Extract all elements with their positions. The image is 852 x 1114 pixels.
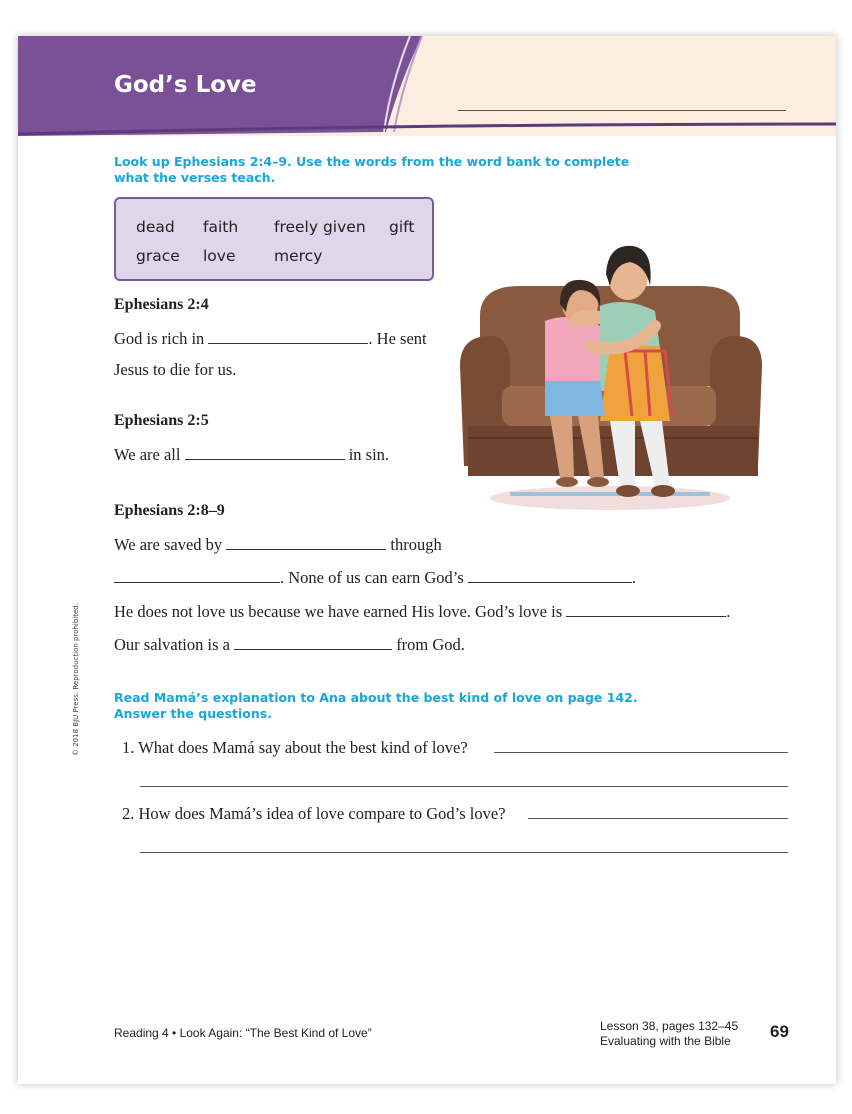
instructions-2-line2: Answer the questions. — [114, 706, 272, 721]
section-heading-eph-2-4: Ephesians 2:4 — [114, 296, 209, 313]
page-title: God’s Love — [114, 72, 257, 98]
page-number: 69 — [770, 1022, 789, 1041]
illustration-mother-daughter-sofa — [450, 216, 770, 516]
text-segment: from God. — [396, 635, 465, 654]
eph-2-4-line-1 — [114, 329, 427, 349]
text-segment: in sin. — [348, 445, 390, 464]
eph-2-5-line-1 — [114, 445, 389, 465]
text-segment: God is rich in — [114, 329, 205, 348]
word-bank-item: faith — [203, 218, 239, 236]
question-2 — [122, 804, 506, 824]
blank-answer[interactable] — [468, 568, 632, 583]
footer-subtitle: Evaluating with the Bible — [600, 1034, 731, 1048]
answer-line[interactable] — [494, 752, 788, 753]
name-line[interactable] — [458, 110, 786, 111]
question-number: 2. — [122, 804, 135, 823]
word-bank-item: dead — [136, 218, 175, 236]
blank-answer[interactable] — [208, 329, 368, 344]
section-heading-eph-2-5: Ephesians 2:5 — [114, 412, 209, 429]
answer-line[interactable] — [140, 852, 788, 853]
footer-right — [600, 1019, 738, 1049]
question-1 — [122, 738, 468, 758]
word-bank-item: mercy — [274, 247, 323, 265]
worksheet-page — [18, 36, 836, 1084]
eph-2-4-line-2: Jesus to die for us. — [114, 360, 237, 379]
blank-answer[interactable] — [114, 568, 280, 583]
text-segment: We are saved by — [114, 535, 223, 554]
blank-answer[interactable] — [234, 635, 392, 650]
instructions-1-line2: what the verses teach. — [114, 170, 276, 185]
eph-2-8-9-line-4 — [114, 635, 465, 655]
instructions-1 — [114, 154, 629, 186]
blank-answer[interactable] — [185, 445, 345, 460]
instructions-1-line1: Look up Ephesians 2:4–9. Use the words from the word bank to complete — [114, 154, 630, 169]
blank-answer[interactable] — [226, 535, 386, 550]
question-number: 1. — [122, 738, 135, 757]
word-bank-item: freely given — [274, 218, 366, 236]
word-bank-item: love — [203, 247, 236, 265]
word-bank-item: grace — [136, 247, 180, 265]
text-segment: . None of us can earn God’s — [280, 568, 464, 587]
question-text: What does Mamá say about the best kind of love? — [138, 738, 468, 757]
text-segment: . — [631, 568, 636, 587]
footer-left: Reading 4 • Look Again: “The Best Kind of Love” — [114, 1026, 372, 1040]
eph-2-8-9-line-3 — [114, 602, 730, 622]
section-heading-eph-2-8-9: Ephesians 2:8–9 — [114, 502, 225, 519]
answer-line[interactable] — [528, 818, 788, 819]
word-bank-item: gift — [389, 218, 415, 236]
text-segment: . — [726, 602, 731, 621]
eph-2-8-9-line-2 — [114, 568, 636, 588]
answer-line[interactable] — [140, 786, 788, 787]
text-segment: through — [390, 535, 442, 554]
text-segment: . He sent — [368, 329, 427, 348]
blank-answer[interactable] — [566, 602, 726, 617]
footer-lesson: Lesson 38, pages 132–45 — [600, 1019, 739, 1033]
text-segment: Our salvation is a — [114, 635, 230, 654]
instructions-2-line1: Read Mamá’s explanation to Ana about the best kind of love on page 142. — [114, 690, 638, 705]
copyright-notice: © 2018 BJU Press. Reproduction prohibited. — [72, 603, 80, 756]
question-text: How does Mamá’s idea of love compare to God’s love? — [138, 804, 506, 823]
text-segment: He does not love us because we have earned His love. God’s love is — [114, 602, 563, 621]
word-bank — [114, 197, 434, 281]
eph-2-8-9-line-1 — [114, 535, 442, 555]
header-banner — [18, 36, 836, 146]
instructions-2 — [114, 690, 638, 722]
text-segment: We are all — [114, 445, 181, 464]
